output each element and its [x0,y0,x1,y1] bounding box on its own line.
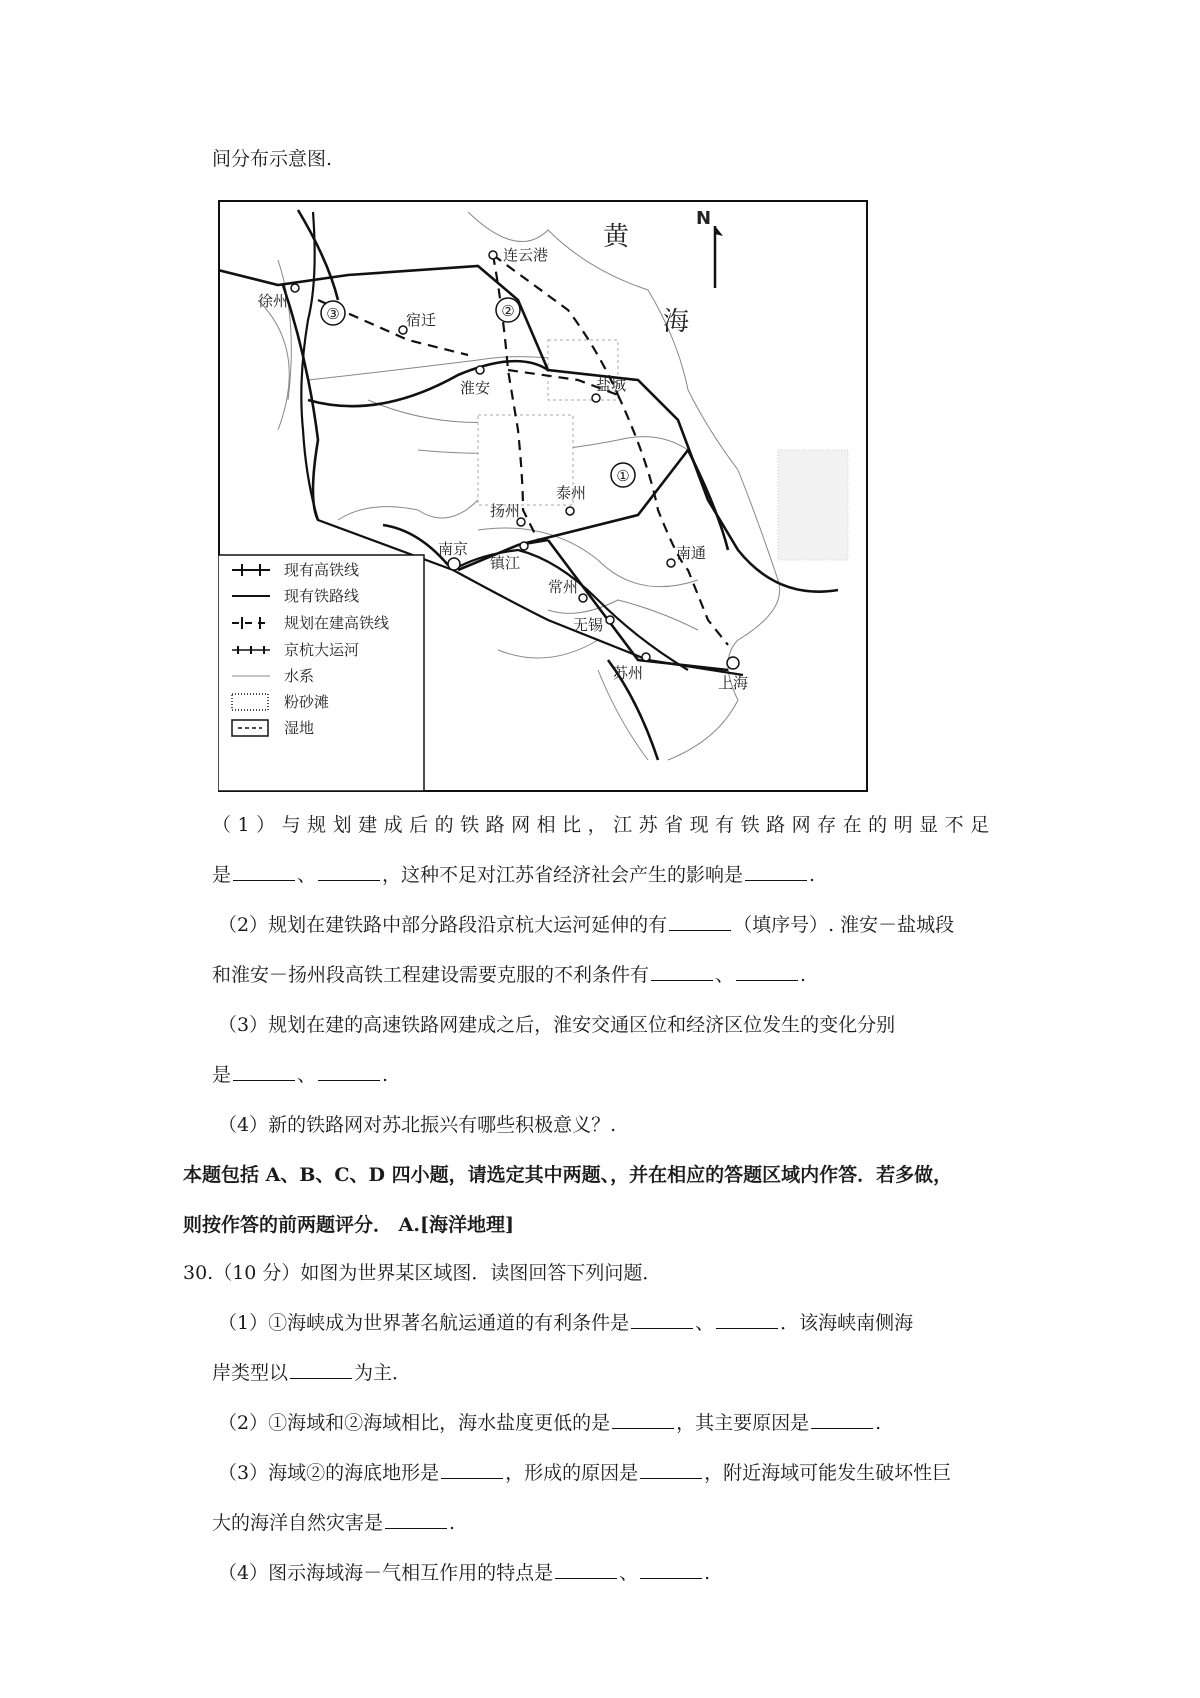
city-lianyungang: 连云港 [503,246,549,264]
route-label-2: ② [501,302,515,320]
legend-sandflat: 粉砂滩 [284,693,330,711]
q30-p1-line2: 岸类型以 为主． [212,1362,412,1384]
intro-text: 间分布示意图. [212,148,333,170]
city-nanjing: 南京 [438,540,469,558]
legend-planned-hsr: 规划在建高铁线 [284,614,390,632]
legend-water-system: 水系 [284,667,315,685]
answer-blank[interactable] [631,1310,693,1329]
city-suzhou: 苏州 [613,664,644,682]
q1-line1: （1）与规划建成后的铁路网相比，江苏省现有铁路网存在的明显不足 [212,814,996,836]
city-shanghai: 上海 [718,674,749,692]
section-instruction-line2: 则按作答的前两题评分． A.[海洋地理] [183,1214,514,1236]
city-taizhou: 泰州 [556,484,587,502]
answer-blank[interactable] [318,862,380,881]
q30-p3-line2: 大的海洋自然灾害是 . [212,1512,456,1534]
answer-blank[interactable] [385,1510,447,1529]
q30-header: 30.（10 分）如图为世界某区域图．读图回答下列问题． [183,1262,662,1284]
answer-blank[interactable] [233,862,295,881]
city-suqian: 宿迁 [406,311,437,329]
answer-blank[interactable] [651,962,713,981]
answer-blank[interactable] [811,1410,873,1429]
legend-grand-canal: 京杭大运河 [284,641,360,659]
route-label-1: ① [616,467,630,485]
answer-blank[interactable] [669,912,731,931]
railway-map [218,200,868,792]
city-huaian: 淮安 [460,379,491,397]
q2-line2: 和淮安－扬州段高铁工程建设需要克服的不利条件有 、 . [212,964,807,986]
q3-line2: 是 、 . [212,1064,389,1086]
city-xuzhou: 徐州 [258,292,289,310]
answer-blank[interactable] [640,1460,702,1479]
answer-blank[interactable] [612,1410,674,1429]
q4-line: （4）新的铁路网对苏北振兴有哪些积极意义？. [218,1114,617,1136]
sea-label-char1: 黄 [603,222,630,252]
q30-p4: （4）图示海域海－气相互作用的特点是 、 . [218,1562,711,1584]
answer-blank[interactable] [716,1310,778,1329]
answer-blank[interactable] [318,1062,380,1081]
answer-blank[interactable] [736,962,798,981]
answer-blank[interactable] [290,1360,352,1379]
city-yancheng: 盐城 [596,376,627,394]
legend-existing-hsr: 现有高铁线 [284,561,360,579]
answer-blank[interactable] [233,1062,295,1081]
sea-label-char2: 海 [663,307,690,337]
q30-p3-line1: （3）海域②的海底地形是 ，形成的原因是 ，附近海域可能发生破坏性巨 [218,1462,952,1484]
answer-blank[interactable] [441,1460,503,1479]
q30-p1-line1: （1）①海峡成为世界著名航运通道的有利条件是 、 ．该海峡南侧海 [218,1312,914,1334]
city-yangzhou: 扬州 [490,502,521,520]
q3-line1: （3）规划在建的高速铁路网建成之后，淮安交通区位和经济区位发生的变化分别 [218,1014,896,1036]
section-instruction-line1: 本题包括 A、B、C、D 四小题，请选定其中两题、，并在相应的答题区域内作答．若多做， [183,1164,953,1186]
city-changzhou: 常州 [548,578,579,596]
map-legend [218,555,424,791]
q30-p2: （2）①海域和②海域相比，海水盐度更低的是 ，其主要原因是 . [218,1412,882,1434]
svg-text:N: N [696,208,712,229]
answer-blank[interactable] [640,1560,702,1579]
q1-line2: 是 、 ，这种不足对江苏省经济社会产生的影响是 . [212,864,816,886]
legend-wetland: 湿地 [284,719,315,737]
answer-blank[interactable] [555,1560,617,1579]
city-zhenjiang: 镇江 [490,554,521,572]
city-nantong: 南通 [676,544,707,562]
legend-existing-rail: 现有铁路线 [284,587,360,605]
answer-blank[interactable] [745,862,807,881]
city-wuxi: 无锡 [573,616,604,634]
route-label-3: ③ [326,305,340,323]
q2-line1: （2）规划在建铁路中部分路段沿京杭大运河延伸的有 （填序号）. 淮安－盐城段 [218,914,955,936]
